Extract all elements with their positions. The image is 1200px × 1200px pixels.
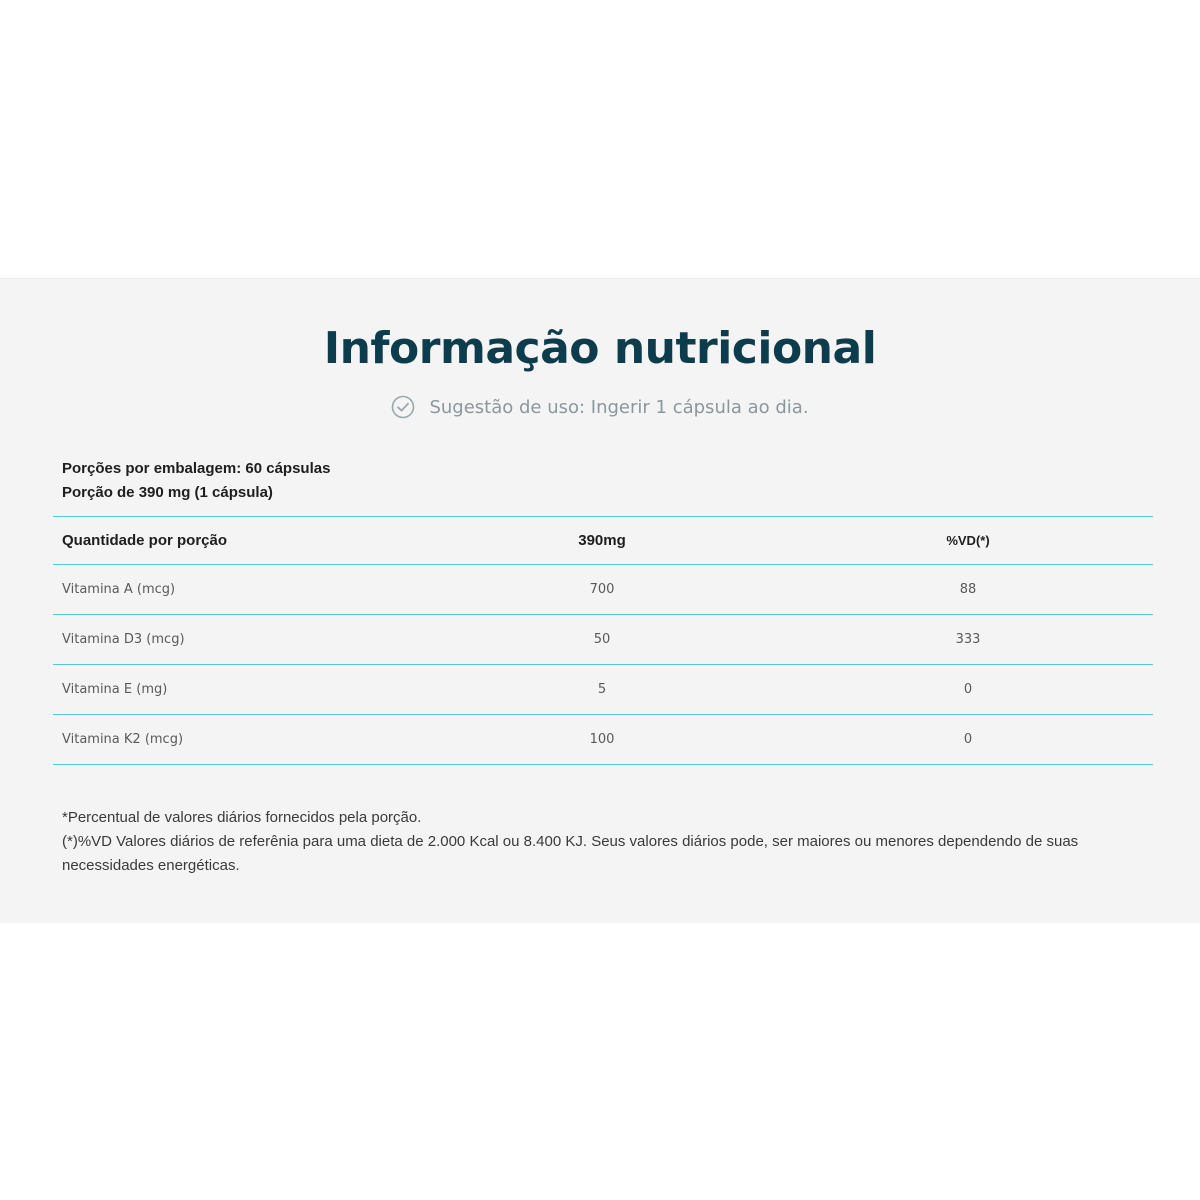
- usage-suggestion: [0, 395, 1200, 419]
- nutrition-table: [53, 516, 1153, 765]
- nutrient-daily-value: 333: [955, 632, 981, 647]
- table-row: [53, 714, 1153, 765]
- nutrient-name: Vitamina K2 (mcg): [62, 732, 184, 747]
- section-title: Informação nutricional: [323, 323, 877, 374]
- nutrient-daily-value: 0: [963, 732, 973, 747]
- servings-per-package: Porções por embalagem: 60 cápsulas: [62, 460, 331, 477]
- portion-size: Porção de 390 mg (1 cápsula): [62, 484, 273, 501]
- header-daily-value: %VD(*): [946, 533, 990, 548]
- footnote-reference-diet: (*)%VD Valores diários de referênia para uma dieta de 2.000 Kcal ou 8.400 KJ. Seus valores diários pode, ser maiores ou menores dependendo de suas necessidades energéticas.: [62, 833, 1079, 874]
- header-portion-amount: 390mg: [578, 532, 626, 549]
- nutrient-quantity: 50: [593, 632, 611, 647]
- nutrient-name: Vitamina A (mcg): [62, 582, 176, 597]
- nutrient-name: Vitamina E (mg): [62, 682, 168, 697]
- nutrient-daily-value: 88: [959, 582, 977, 597]
- nutrition-panel: [0, 278, 1200, 923]
- nutrient-quantity: 700: [589, 582, 615, 597]
- suggestion-text: Sugestão de uso: Ingerir 1 cápsula ao dia.: [429, 396, 809, 418]
- footnotes: [62, 806, 1142, 878]
- nutrient-daily-value: 0: [963, 682, 973, 697]
- check-circle-icon: [391, 395, 415, 419]
- table-row: [53, 614, 1153, 664]
- table-row: [53, 664, 1153, 714]
- footnote-daily-values: *Percentual de valores diários fornecidos pela porção.: [62, 809, 422, 826]
- header-quantity-per-portion: Quantidade por porção: [62, 532, 228, 549]
- table-row: [53, 564, 1153, 614]
- nutrient-quantity: 5: [597, 682, 607, 697]
- table-header-row: [53, 516, 1153, 564]
- servings-info: [62, 457, 330, 505]
- nutrient-quantity: 100: [589, 732, 615, 747]
- nutrient-name: Vitamina D3 (mcg): [62, 632, 185, 647]
